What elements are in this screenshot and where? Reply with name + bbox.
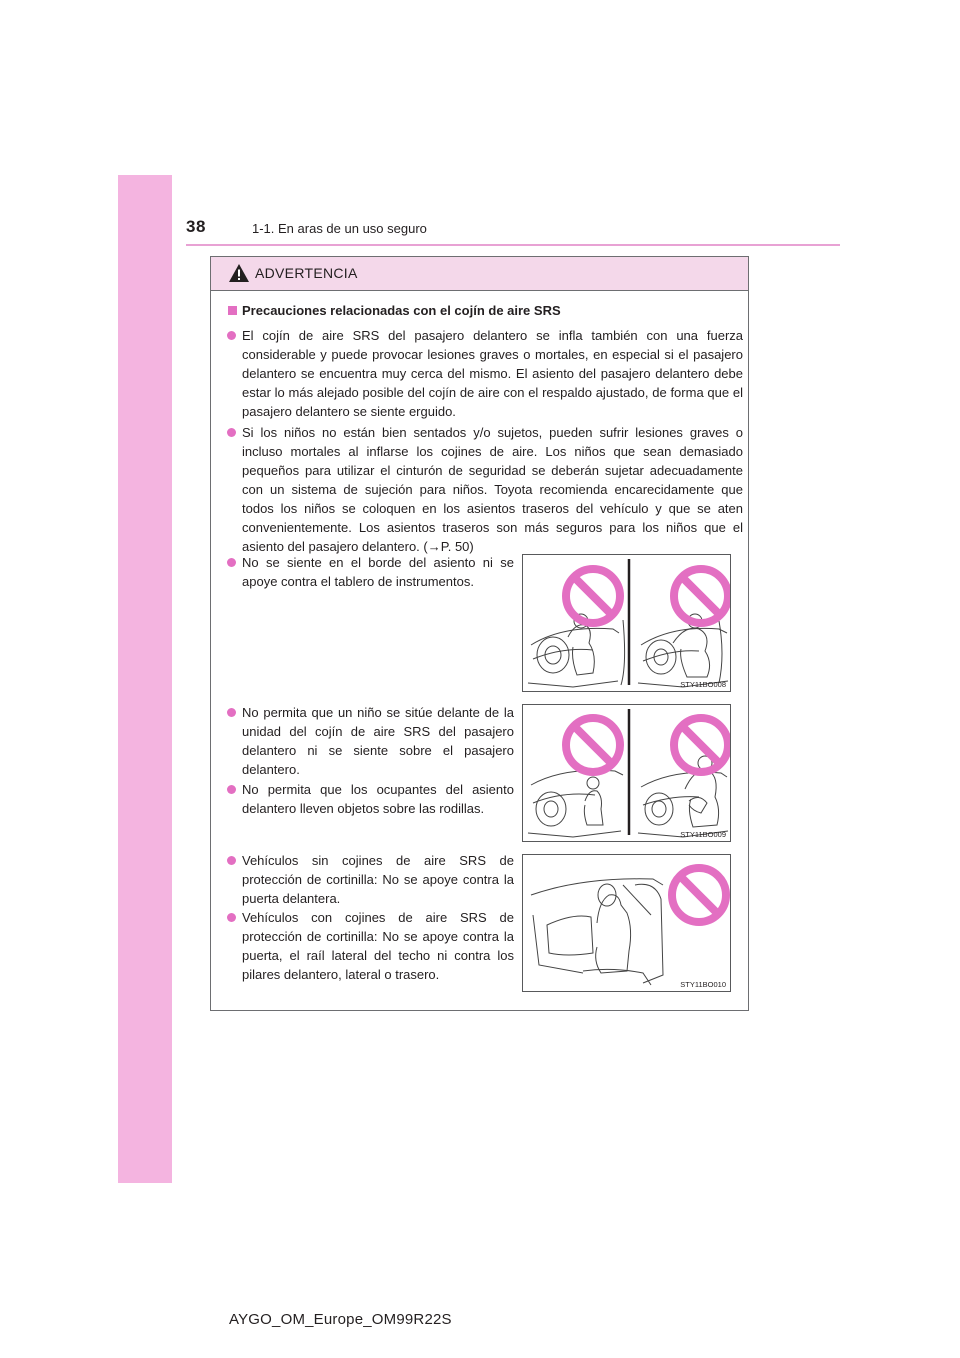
list-item <box>242 423 743 556</box>
bullet-text: Si los niños no están bien sentados y/o sujetos, pueden sufrir lesiones graves o incluso mortales al inflarse los cojines de aire. Los niños que sean demasiado pequeños para utilizar el cinturón de seguridad se deberán sujetar adecuadamente con un sistema de sujeción para niños. Toyota recomienda encarecidamente que todos los niños se coloquen en los asientos traseros del vehículo y que se aten convenientemente. Los asientos traseros son más seguros para los niños que el asiento del pasajero delantero. (→P. 50) <box>242 425 743 554</box>
list-item <box>242 553 514 591</box>
bullet-text: Vehículos con cojines de aire SRS de protección de cortinilla: No se apoye contra la puerta, el raíl lateral del techo ni contra los pilares delantero, lateral o trasero. <box>242 910 514 982</box>
prohibited-icon-left <box>566 569 620 623</box>
list-item <box>242 780 514 818</box>
bullet-dot-icon <box>227 558 236 567</box>
list-item <box>242 703 514 779</box>
list-item <box>242 851 514 908</box>
section-heading-text: Precauciones relacionadas con el cojín de aire SRS <box>242 303 561 318</box>
bullet-dot-icon <box>227 708 236 717</box>
page-number: 38 <box>186 217 206 236</box>
square-bullet-icon <box>228 306 237 315</box>
list-item <box>242 326 743 421</box>
prohibited-icon-right <box>674 569 728 623</box>
bullet-dot-icon <box>227 785 236 794</box>
bullet-dot-icon <box>227 331 236 340</box>
bullet-dot-icon <box>227 913 236 922</box>
illustration-leaning-against-door <box>522 854 731 992</box>
illustration-drawing <box>523 855 731 992</box>
figure-code: STY11BO008 <box>680 680 726 689</box>
header-divider <box>186 244 840 246</box>
bullet-text: No permita que los ocupantes del asiento delantero lleven objetos sobre las rodillas. <box>242 782 514 816</box>
list-item <box>242 908 514 984</box>
figure-code: STY11BO009 <box>680 830 726 839</box>
bullet-dot-icon <box>227 428 236 437</box>
bullet-text: El cojín de aire SRS del pasajero delantero se infla también con una fuerza considerable y puede provocar lesiones graves o mortales, en especial si el pasajero delantero se encuentra muy cerca del mismo. El asiento del pasajero delantero debe estar lo más alejado posible del cojín de aire con el respaldo ajustado, de forma que el pasajero delantero se siente erguido. <box>242 328 743 419</box>
section-title: 1-1. En aras de un uso seguro <box>252 221 427 236</box>
bullet-dot-icon <box>227 856 236 865</box>
warning-box <box>210 256 749 1011</box>
footer-doc-id: AYGO_OM_Europe_OM99R22S <box>229 1311 452 1328</box>
bullet-text: No se siente en el borde del asiento ni se apoye contra el tablero de instrumentos. <box>242 555 514 589</box>
illustration-drawing <box>523 705 731 842</box>
warning-title: ADVERTENCIA <box>255 265 358 281</box>
illustration-child-in-front-of-airbag <box>522 704 731 842</box>
illustration-drawing <box>523 555 731 692</box>
warning-header <box>211 257 748 291</box>
illustration-sitting-on-seat-edge <box>522 554 731 692</box>
bullet-text: No permita que un niño se sitúe delante de la unidad del cojín de aire SRS del pasajero delantero ni se siente sobre el pasajero delantero. <box>242 705 514 777</box>
warning-triangle-icon <box>228 263 250 283</box>
bullet-text: Vehículos sin cojines de aire SRS de protección de cortinilla: No se apoye contra la puerta delantera. <box>242 853 514 906</box>
prohibited-icon-right <box>674 718 728 772</box>
prohibited-icon-left <box>566 718 620 772</box>
figure-code: STY11BO010 <box>680 980 726 989</box>
section-heading <box>228 303 561 318</box>
side-tab <box>118 175 172 1183</box>
prohibited-icon <box>672 868 726 922</box>
